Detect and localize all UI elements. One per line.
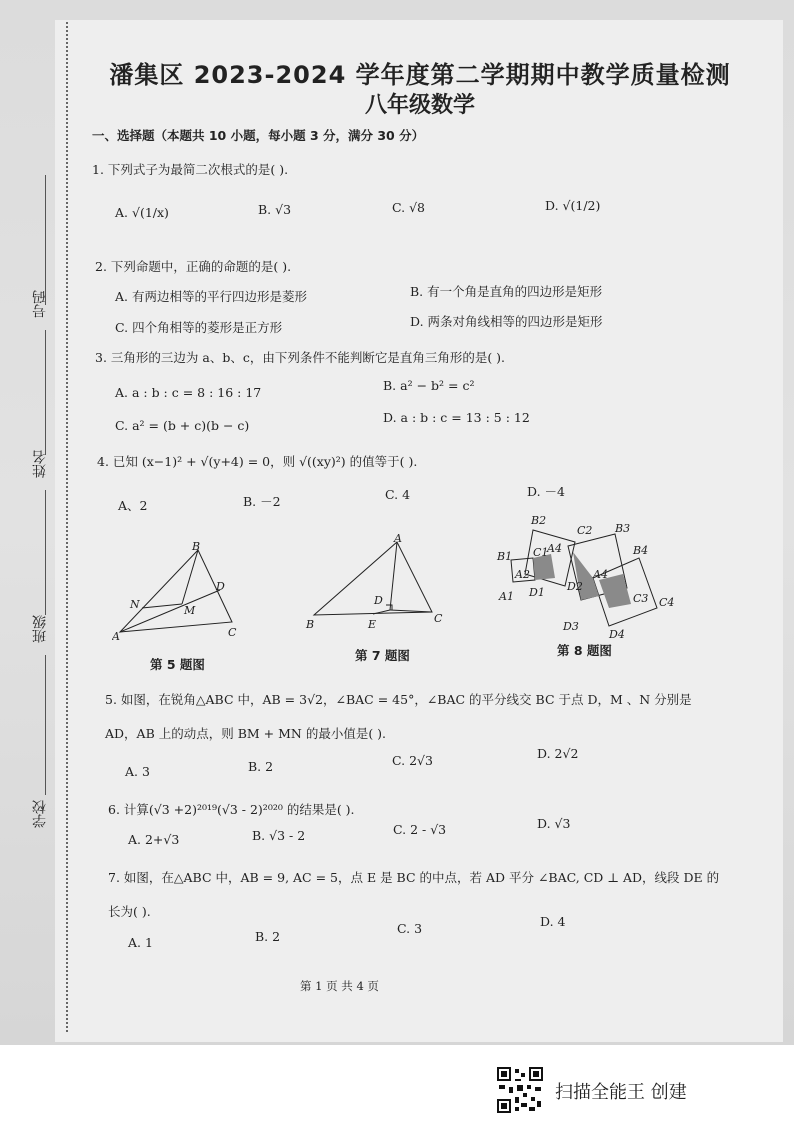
question-4-stem: 4. 已知 (x−1)² + √(y+4) = 0，则 √((xy)²) 的值等于( ). — [97, 454, 418, 469]
figure-8 — [493, 508, 683, 640]
fig8-label-a4: A4 — [593, 568, 608, 581]
page-footer: 第 1 页 共 4 页 — [300, 979, 379, 993]
question-3-option-b: B. a² − b² = c² — [383, 378, 475, 393]
question-5-stem-cont: AD，AB 上的动点，则 BM + MN 的最小值是( ). — [105, 726, 387, 741]
side-underline — [45, 330, 46, 455]
scanner-watermark: 扫描全能王 创建 — [555, 1082, 687, 1103]
question-1-option-a: A. √(1/x) — [115, 205, 169, 220]
side-name-field — [30, 450, 58, 570]
figure-7 — [302, 530, 452, 635]
fig8-label-b2: B2 — [531, 514, 547, 527]
figure-7-lines — [314, 542, 432, 615]
question-5-option-c: C. 2√3 — [392, 753, 433, 768]
fig8-label-a1: A1 — [499, 590, 514, 603]
fig7-label-d: D — [374, 594, 383, 607]
fig8-label-d2: D2 — [567, 580, 583, 593]
question-6-option-c: C. 2 - √3 — [393, 822, 447, 837]
fig8-label-c3: C3 — [633, 592, 649, 605]
exam-subject: 八年级数学 — [364, 93, 475, 118]
question-3-option-d: D. a : b : c = 13 : 5 : 12 — [383, 410, 530, 425]
exam-title: 潘集区 2023-2024 学年度第二学期期中教学质量检测 — [109, 61, 731, 89]
question-2-option-b: B. 有一个角是直角的四边形是矩形 — [410, 284, 603, 299]
question-2-option-c: C. 四个角相等的菱形是正方形 — [115, 320, 283, 335]
question-1-option-c: C. √8 — [392, 200, 425, 215]
question-7-stem-cont: 长为( ). — [108, 904, 151, 919]
side-school-field — [30, 800, 58, 920]
side-name-label: 姓名 — [32, 450, 48, 478]
question-1-option-d: D. √(1/2) — [545, 198, 601, 213]
fig8-label-d4: D4 — [609, 628, 625, 640]
question-4-option-b: B. －2 — [243, 494, 281, 509]
question-5-stem: 5. 如图，在锐角△ABC 中，AB = 3√2，∠BAC = 45°，∠BAC 的平分线交 BC 于点 D，M 、N 分别是 — [105, 692, 692, 707]
fig8-label-a2: A2 — [515, 568, 530, 581]
fig8-label-c2: C2 — [577, 524, 593, 537]
side-id-field — [30, 290, 58, 410]
binding-line — [66, 22, 68, 1032]
fig8-label-b3: B3 — [615, 522, 631, 535]
figure-5-caption: 第 5 题图 — [150, 657, 205, 672]
question-5-option-a: A. 3 — [125, 764, 150, 779]
question-6-stem: 6. 计算(√3 +2)²⁰¹⁹(√3 - 2)²⁰²⁰ 的结果是( ). — [108, 802, 355, 817]
fig7-label-a: A — [394, 532, 402, 545]
side-class-field — [30, 615, 58, 735]
question-6-option-a: A. 2+√3 — [128, 832, 180, 847]
fig5-label-c: C — [228, 626, 237, 639]
side-id-label: 号码 — [32, 290, 48, 318]
fig5-label-a: A — [112, 630, 120, 643]
fig8-label-d1: D1 — [529, 586, 545, 599]
fig7-label-c: C — [434, 612, 443, 625]
section-heading: 一、选择题（本题共 10 小题，每小题 3 分，满分 30 分） — [92, 128, 425, 143]
question-7-option-b: B. 2 — [255, 929, 281, 944]
question-5-option-b: B. 2 — [248, 759, 274, 774]
fig5-label-b: B — [192, 540, 201, 553]
fig8-label-d3: D3 — [563, 620, 579, 633]
figure-8-caption: 第 8 题图 — [557, 643, 612, 658]
question-5-option-d: D. 2√2 — [537, 746, 579, 761]
figure-7-caption: 第 7 题图 — [355, 648, 410, 663]
figure-5 — [112, 540, 252, 645]
question-3-option-a: A. a : b : c = 8 : 16 : 17 — [115, 385, 262, 400]
question-7-option-d: D. 4 — [540, 914, 566, 929]
side-school-label: 学校 — [32, 800, 48, 828]
fig8-label-a3: A4 — [547, 542, 562, 555]
fig8-label-c4: C4 — [659, 596, 675, 609]
side-underline — [45, 175, 46, 305]
question-3-option-c: C. a² = (b + c)(b − c) — [115, 418, 250, 433]
qr-code-icon — [495, 1065, 545, 1115]
fig7-label-e: E — [368, 618, 377, 631]
fig5-label-d: D — [216, 580, 225, 593]
question-4-option-a: A、2 — [118, 498, 148, 513]
question-2-option-d: D. 两条对角线相等的四边形是矩形 — [410, 314, 603, 329]
fig7-label-b: B — [306, 618, 315, 631]
question-6-option-b: B. √3 - 2 — [252, 828, 306, 843]
fig8-label-c1: C1 — [533, 546, 549, 559]
side-underline — [45, 655, 46, 795]
fig5-label-n: N — [130, 598, 140, 611]
question-2-stem: 2. 下列命题中，正确的命题的是( ). — [95, 259, 292, 274]
question-2-option-a: A. 有两边相等的平行四边形是菱形 — [115, 289, 307, 304]
question-4-option-c: C. 4 — [385, 487, 411, 502]
side-underline — [45, 490, 46, 615]
question-3-stem: 3. 三角形的三边为 a、b、c，由下列条件不能判断它是直角三角形的是( ). — [95, 350, 506, 365]
question-1-option-b: B. √3 — [258, 202, 292, 217]
question-1-stem: 1. 下列式子为最简二次根式的是( ). — [92, 162, 289, 177]
fig8-label-b4: B4 — [633, 544, 649, 557]
question-7-stem: 7. 如图，在△ABC 中，AB = 9, AC = 5，点 E 是 BC 的中点，若 AD 平分 ∠BAC, CD ⊥ AD，线段 DE 的 — [108, 870, 720, 885]
question-4-option-d: D. －4 — [527, 484, 565, 499]
question-7-option-a: A. 1 — [128, 935, 153, 950]
question-6-option-d: D. √3 — [537, 816, 571, 831]
question-7-option-c: C. 3 — [397, 921, 423, 936]
side-class-label: 班级 — [32, 615, 48, 643]
fig5-label-m: M — [184, 604, 196, 617]
fig8-label-b1: B1 — [497, 550, 513, 563]
